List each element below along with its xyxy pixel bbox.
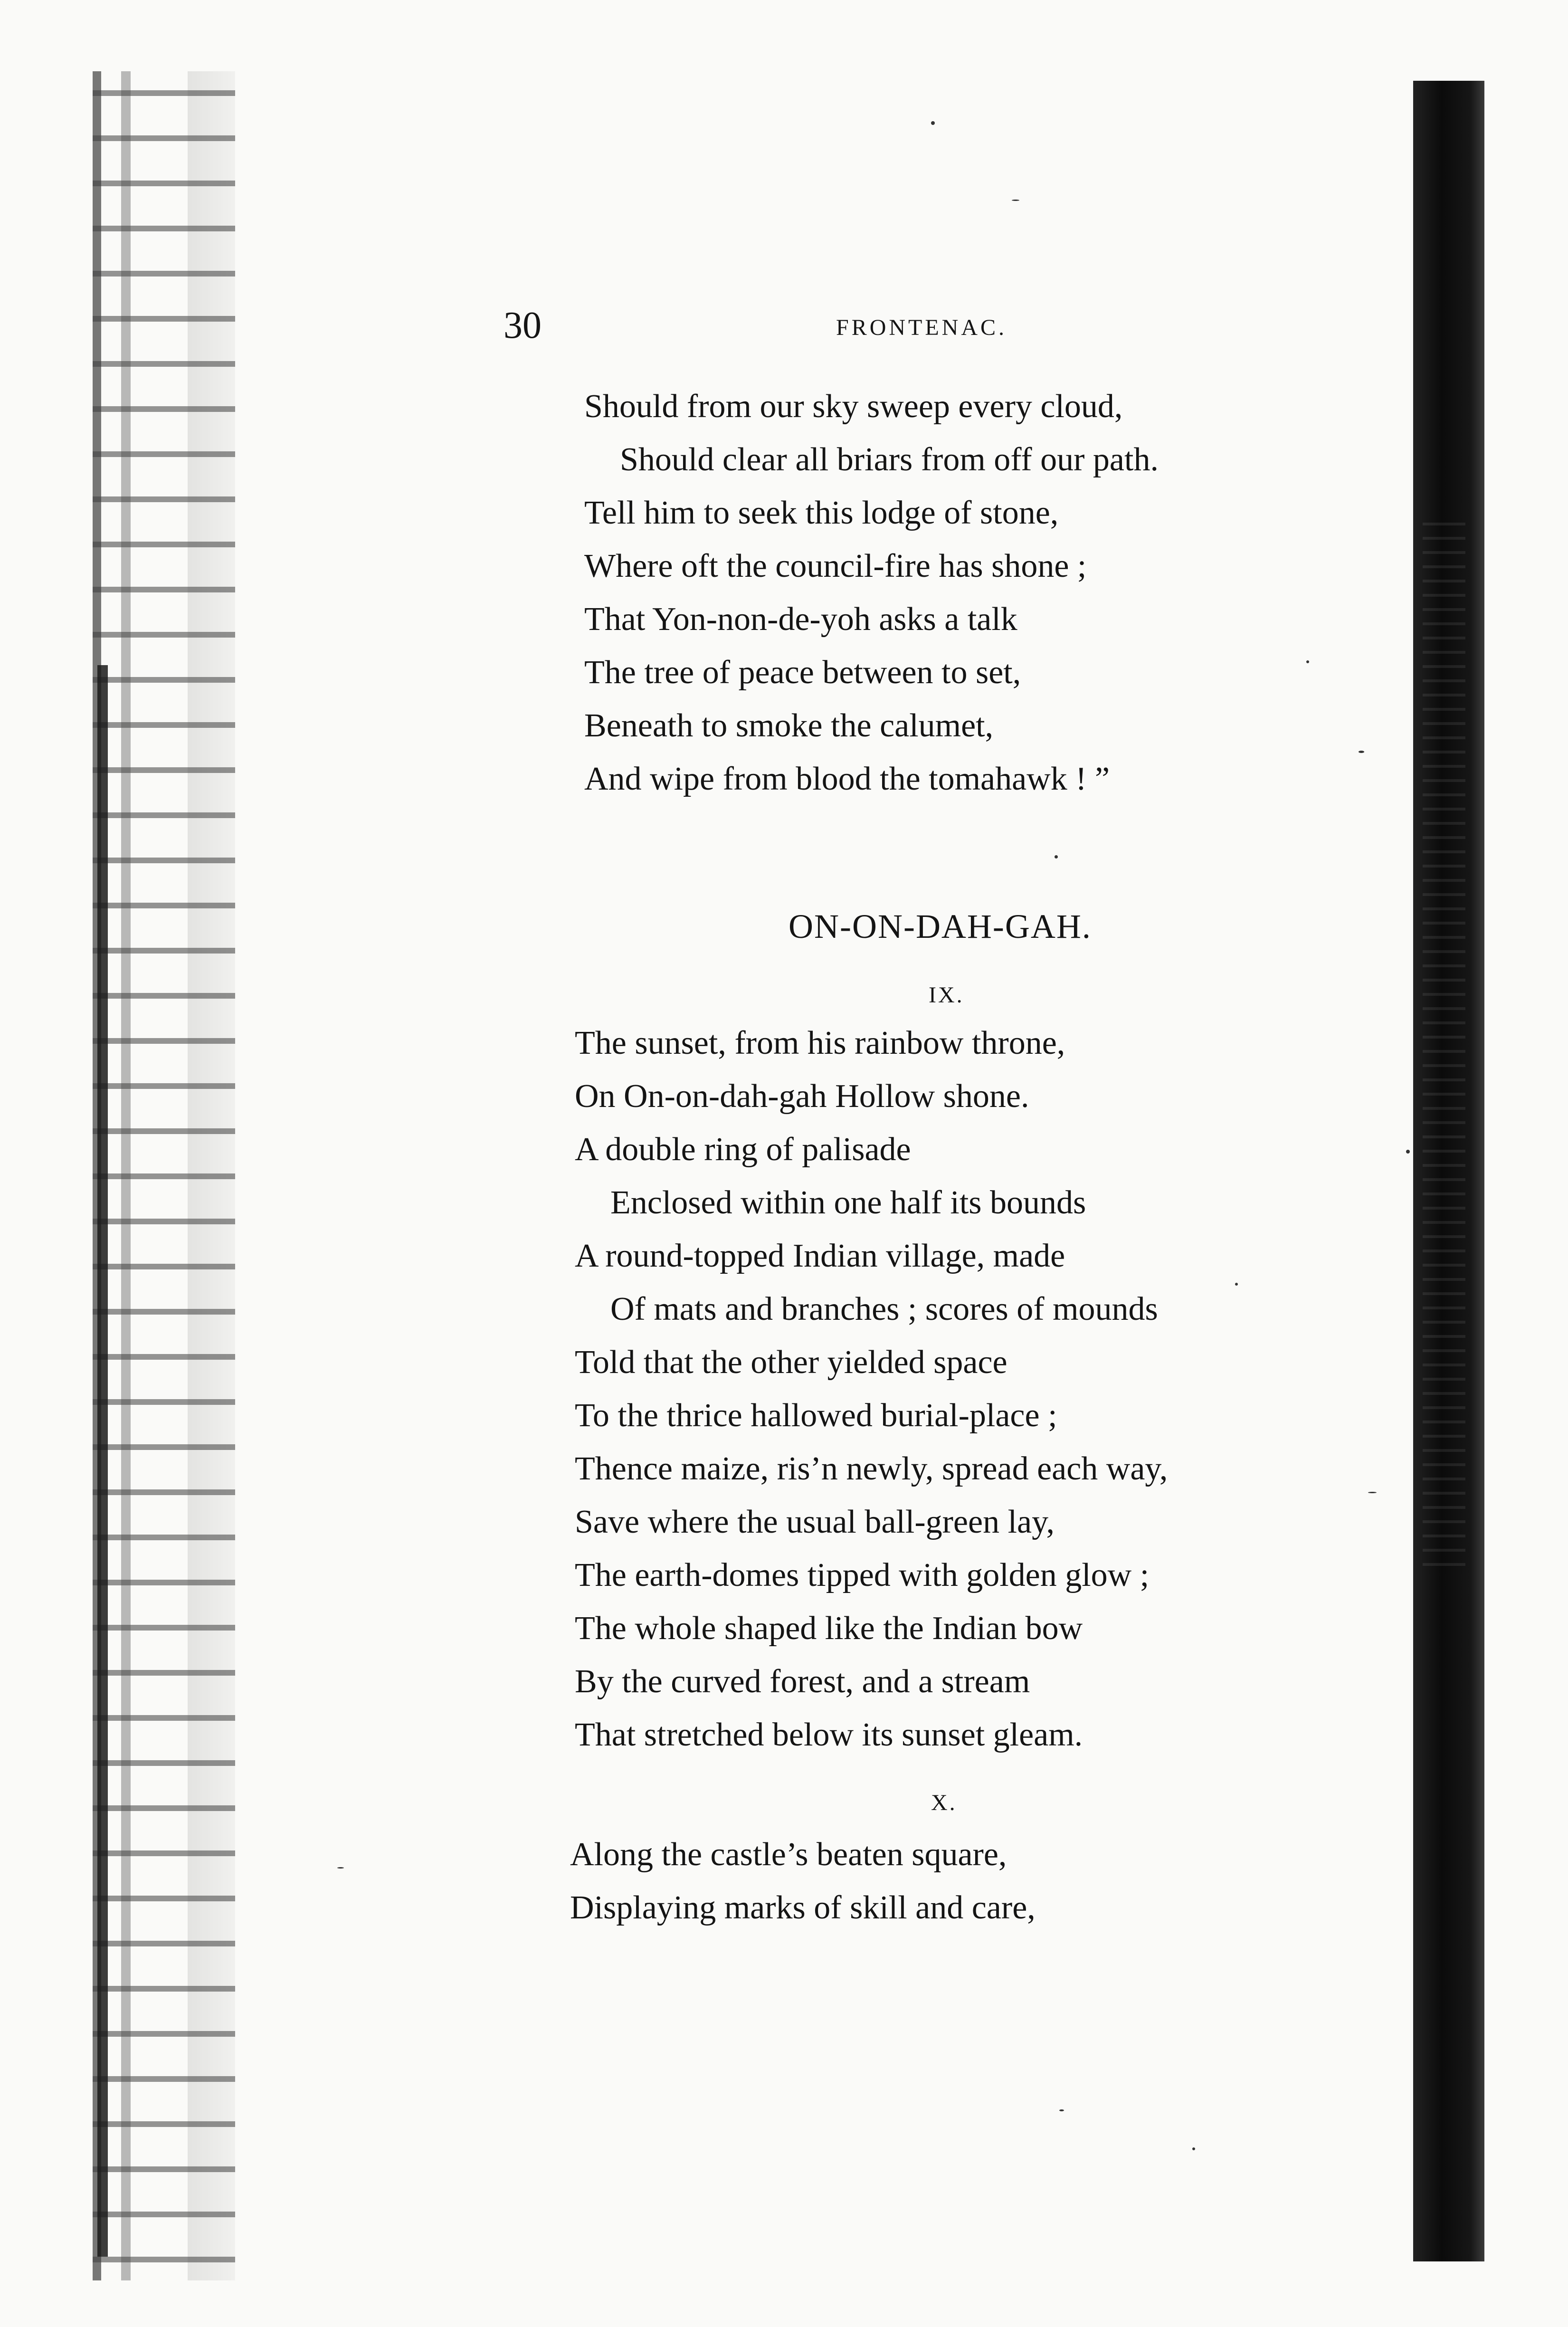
verse-line: Should from our sky sweep every cloud, — [584, 388, 1123, 425]
scan-speck — [1235, 1283, 1238, 1286]
running-head — [504, 304, 1216, 347]
verse-line: By the curved forest, and a stream — [575, 1663, 1030, 1700]
stanza-continued — [584, 380, 1159, 806]
running-title: FRONTENAC. — [836, 315, 1007, 340]
verse-line: On On-on-dah-gah Hollow shone. — [575, 1078, 1029, 1115]
verse-line: Where oft the council-fire has shone ; — [584, 548, 1087, 584]
verse-line: The sunset, from his rainbow throne, — [575, 1025, 1065, 1061]
scan-speck — [1406, 1150, 1410, 1154]
verse-line: Of mats and branches ; scores of mounds — [610, 1291, 1158, 1327]
scan-speck — [1368, 1492, 1377, 1493]
scan-speck — [1306, 660, 1309, 663]
section-heading: ON-ON-DAH-GAH. — [789, 907, 1092, 945]
verse-line: A round-topped Indian village, made — [575, 1238, 1065, 1274]
verse-line: The earth-domes tipped with golden glow ; — [575, 1557, 1150, 1593]
page-number: 30 — [504, 305, 542, 346]
stanza-ix — [575, 1017, 1168, 1762]
verse-line: Tell him to seek this lodge of stone, — [584, 495, 1059, 531]
verse-line: Should clear all briars from off our path. — [620, 441, 1159, 478]
scan-speck — [1359, 751, 1364, 753]
stanza-numeral: IX. — [929, 982, 964, 1008]
verse-line: The tree of peace between to set, — [584, 654, 1021, 691]
verse-line: That stretched below its sunset gleam. — [575, 1717, 1083, 1753]
verse-line: Along the castle’s beaten square, — [570, 1836, 1007, 1873]
stanza-x — [570, 1828, 1036, 1935]
scan-speck — [1055, 855, 1058, 858]
scan-speck — [931, 121, 935, 125]
verse-line: Thence maize, ris’n newly, spread each way, — [575, 1450, 1168, 1487]
verse-line: A double ring of palisade — [575, 1131, 911, 1168]
verse-line: Displaying marks of skill and care, — [570, 1889, 1036, 1926]
stanza-numeral: X. — [931, 1790, 957, 1815]
left-binding-edge — [97, 665, 108, 2257]
verse-line: To the thrice hallowed burial-place ; — [575, 1397, 1057, 1434]
verse-line: Save where the usual ball-green lay, — [575, 1504, 1055, 1540]
verse-line: And wipe from blood the tomahawk ! ” — [584, 761, 1110, 797]
verse-line: That Yon-non-de-yoh asks a talk — [584, 601, 1017, 638]
scan-speck — [1059, 2109, 1064, 2111]
right-edge-texture — [1423, 523, 1465, 1568]
left-scan-gutter — [93, 71, 235, 2280]
verse-line: Beneath to smoke the calumet, — [584, 707, 994, 744]
scan-speck — [1192, 2147, 1195, 2150]
verse-line: Told that the other yielded space — [575, 1344, 1007, 1381]
scan-speck — [337, 1867, 344, 1869]
verse-line: Enclosed within one half its bounds — [610, 1184, 1086, 1221]
scan-speck — [1012, 200, 1019, 201]
verse-line: The whole shaped like the Indian bow — [575, 1610, 1083, 1647]
